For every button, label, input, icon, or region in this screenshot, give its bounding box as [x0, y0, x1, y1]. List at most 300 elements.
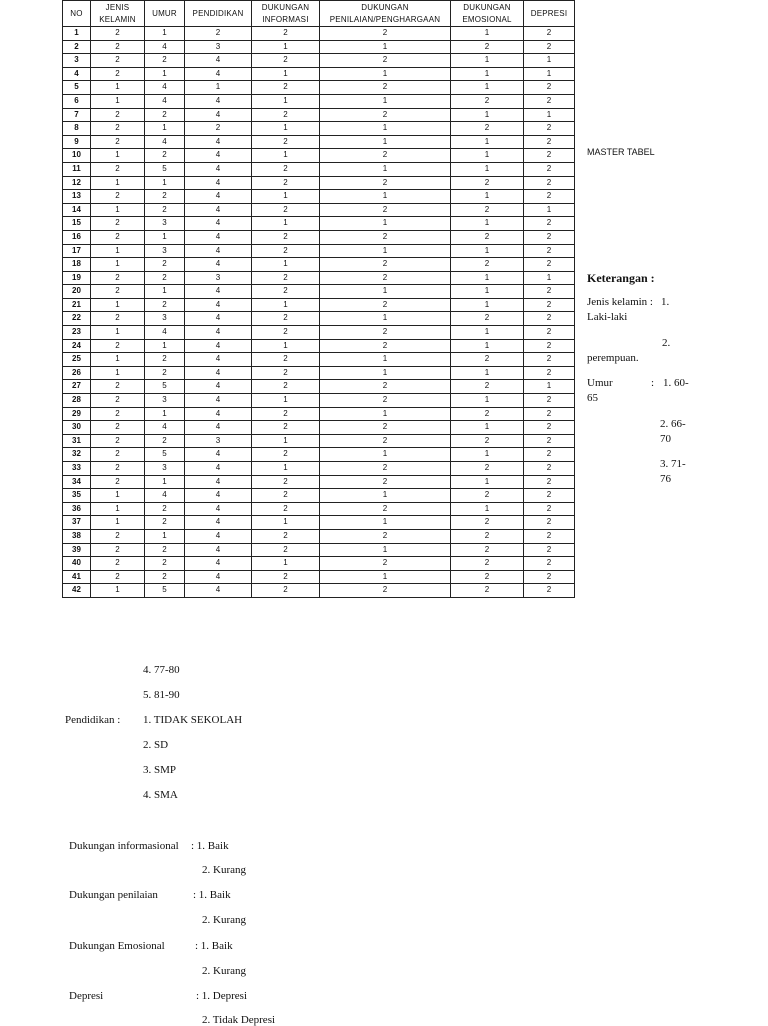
table-cell: 2: [91, 434, 145, 448]
table-cell: 36: [63, 502, 91, 516]
table-cell: 2: [320, 149, 451, 163]
table-cell: 2: [252, 489, 320, 503]
table-cell: 4: [185, 326, 252, 340]
table-cell: 1: [320, 448, 451, 462]
table-cell: 2: [320, 394, 451, 408]
table-cell: 4: [185, 54, 252, 68]
dukungan-informasional-option-2: 2. Kurang: [202, 864, 246, 876]
table-row: [63, 122, 575, 136]
table-cell: 2: [252, 380, 320, 394]
header-pendidikan: PENDIDIKAN: [185, 1, 252, 27]
table-cell: 1: [524, 380, 575, 394]
table-cell: 27: [63, 380, 91, 394]
table-cell: 2: [91, 40, 145, 54]
umur-option-3-end: 76: [660, 473, 671, 485]
table-row: [63, 326, 575, 340]
header-dukungan-penilaian: DUKUNGAN PENILAIAN/PENGHARGAAN: [320, 1, 451, 27]
table-row: [63, 366, 575, 380]
table-cell: 4: [185, 190, 252, 204]
table-cell: 2: [91, 27, 145, 41]
table-cell: 2: [524, 353, 575, 367]
table-cell: 2: [252, 244, 320, 258]
table-cell: 1: [451, 67, 524, 81]
table-row: [63, 190, 575, 204]
table-cell: 2: [451, 570, 524, 584]
table-cell: 1: [91, 489, 145, 503]
table-cell: 17: [63, 244, 91, 258]
table-cell: 2: [91, 475, 145, 489]
table-cell: 2: [91, 448, 145, 462]
table-cell: 2: [252, 407, 320, 421]
table-cell: 5: [145, 584, 185, 598]
table-row: [63, 516, 575, 530]
table-row: [63, 135, 575, 149]
table-cell: 4: [185, 584, 252, 598]
table-cell: 1: [145, 475, 185, 489]
table-body: [63, 27, 575, 598]
table-cell: 2: [524, 543, 575, 557]
table-cell: 1: [524, 54, 575, 68]
table-cell: 2: [91, 339, 145, 353]
table-cell: 18: [63, 258, 91, 272]
jenis-kelamin-label: Jenis kelamin :: [587, 296, 653, 308]
pendidikan-label: Pendidikan :: [65, 714, 121, 726]
table-cell: 2: [145, 203, 185, 217]
table-cell: 1: [91, 326, 145, 340]
table-cell: 4: [185, 448, 252, 462]
table-row: [63, 67, 575, 81]
table-cell: 3: [145, 217, 185, 231]
table-cell: 4: [185, 502, 252, 516]
table-cell: 4: [185, 94, 252, 108]
table-cell: 1: [185, 81, 252, 95]
table-row: [63, 584, 575, 598]
table-cell: 1: [252, 462, 320, 476]
table-cell: 1: [451, 54, 524, 68]
table-cell: 2: [320, 203, 451, 217]
table-cell: 1: [252, 94, 320, 108]
table-cell: 2: [524, 122, 575, 136]
table-cell: 2: [91, 54, 145, 68]
table-cell: 1: [320, 543, 451, 557]
table-cell: 1: [451, 448, 524, 462]
table-cell: 3: [185, 434, 252, 448]
table-cell: 42: [63, 584, 91, 598]
table-cell: 2: [91, 529, 145, 543]
depresi-option-2: 2. Tidak Depresi: [202, 1014, 276, 1026]
table-row: [63, 244, 575, 258]
table-cell: 2: [451, 176, 524, 190]
table-cell: 39: [63, 543, 91, 557]
dukungan-penilaian-option-2: 2. Kurang: [202, 914, 246, 926]
table-cell: 4: [185, 298, 252, 312]
table-cell: 4: [185, 217, 252, 231]
pendidikan-option-4: 4. SMA: [143, 789, 178, 801]
table-cell: 1: [252, 67, 320, 81]
table-cell: 14: [63, 203, 91, 217]
table-cell: 2: [524, 190, 575, 204]
table-cell: 1: [524, 271, 575, 285]
table-cell: 1: [145, 285, 185, 299]
table-cell: 1: [91, 94, 145, 108]
table-cell: 2: [145, 366, 185, 380]
table-cell: 2: [91, 285, 145, 299]
table-cell: 33: [63, 462, 91, 476]
table-cell: 3: [145, 244, 185, 258]
table-cell: 4: [185, 366, 252, 380]
table-cell: 2: [451, 407, 524, 421]
table-cell: 1: [252, 557, 320, 571]
table-row: [63, 421, 575, 435]
table-row: [63, 380, 575, 394]
table-cell: 2: [145, 557, 185, 571]
table-cell: 2: [252, 162, 320, 176]
table-cell: 2: [524, 557, 575, 571]
table-cell: 2: [252, 135, 320, 149]
table-cell: 4: [185, 380, 252, 394]
table-cell: 1: [252, 122, 320, 136]
dukungan-informasional-option-1: : 1. Baik: [191, 840, 229, 852]
table-row: [63, 462, 575, 476]
dukungan-emosional-option-2: 2. Kurang: [202, 965, 246, 977]
table-cell: 1: [252, 40, 320, 54]
table-row: [63, 27, 575, 41]
table-cell: 2: [451, 489, 524, 503]
dukungan-emosional-option-1: : 1. Baik: [195, 940, 233, 952]
table-cell: 4: [145, 81, 185, 95]
table-cell: 2: [320, 271, 451, 285]
table-cell: 3: [145, 312, 185, 326]
table-cell: 2: [524, 475, 575, 489]
table-cell: 1: [320, 135, 451, 149]
table-cell: 1: [145, 529, 185, 543]
table-cell: 23: [63, 326, 91, 340]
jenis-kelamin-option-2-number: 2.: [662, 337, 671, 349]
table-cell: 2: [524, 570, 575, 584]
table-cell: 4: [185, 516, 252, 530]
table-cell: 2: [145, 543, 185, 557]
table-cell: 1: [91, 298, 145, 312]
table-cell: 2: [320, 326, 451, 340]
table-cell: 2: [524, 326, 575, 340]
table-cell: 4: [185, 285, 252, 299]
table-cell: 2: [252, 176, 320, 190]
table-cell: 2: [524, 339, 575, 353]
table-cell: 2: [252, 54, 320, 68]
table-cell: 3: [185, 40, 252, 54]
table-cell: 2: [91, 557, 145, 571]
header-jenis-kelamin: JENIS KELAMIN: [91, 1, 145, 27]
table-row: [63, 94, 575, 108]
table-row: [63, 312, 575, 326]
table-cell: 5: [145, 380, 185, 394]
umur-option-4: 4. 77-80: [143, 664, 180, 676]
umur-option-2-end: 70: [660, 433, 671, 445]
table-cell: 40: [63, 557, 91, 571]
table-cell: 2: [451, 40, 524, 54]
jenis-kelamin-option-1-number: 1.: [661, 296, 670, 308]
table-cell: 1: [91, 584, 145, 598]
table-cell: 2: [320, 54, 451, 68]
pendidikan-option-3: 3. SMP: [143, 764, 177, 776]
master-table-label: MASTER TABEL: [587, 147, 655, 157]
table-cell: 2: [320, 421, 451, 435]
table-cell: 2: [252, 81, 320, 95]
table-cell: 2: [524, 94, 575, 108]
table-cell: 2: [252, 326, 320, 340]
table-cell: 2: [252, 366, 320, 380]
table-cell: 2: [451, 122, 524, 136]
table-cell: 1: [91, 203, 145, 217]
table-cell: 5: [145, 448, 185, 462]
table-cell: 2: [252, 421, 320, 435]
table-cell: 1: [145, 27, 185, 41]
dukungan-informasional-label: Dukungan informasional: [69, 840, 179, 852]
table-row: [63, 176, 575, 190]
table-cell: 4: [145, 421, 185, 435]
table-cell: 1: [252, 516, 320, 530]
table-cell: 1: [252, 298, 320, 312]
table-row: [63, 475, 575, 489]
table-cell: 2: [185, 27, 252, 41]
table-cell: 2: [252, 584, 320, 598]
table-cell: 2: [91, 135, 145, 149]
table-cell: 20: [63, 285, 91, 299]
table-cell: 4: [185, 258, 252, 272]
table-cell: 24: [63, 339, 91, 353]
table-cell: 2: [451, 94, 524, 108]
table-cell: 2: [145, 54, 185, 68]
table-cell: 1: [145, 122, 185, 136]
table-cell: 2: [252, 285, 320, 299]
table-row: [63, 407, 575, 421]
table-cell: 1: [320, 94, 451, 108]
table-cell: 1: [451, 421, 524, 435]
table-cell: 1: [91, 366, 145, 380]
table-cell: 2: [524, 529, 575, 543]
table-cell: 2: [524, 81, 575, 95]
jenis-kelamin-option-1-text: Laki-laki: [587, 311, 628, 323]
table-cell: 2: [252, 353, 320, 367]
table-cell: 28: [63, 394, 91, 408]
table-cell: 4: [185, 475, 252, 489]
table-cell: 2: [252, 543, 320, 557]
table-cell: 2: [91, 271, 145, 285]
table-row: [63, 570, 575, 584]
table-cell: 2: [145, 502, 185, 516]
table-cell: 2: [524, 135, 575, 149]
table-cell: 2: [451, 230, 524, 244]
table-cell: 1: [320, 407, 451, 421]
table-cell: 2: [320, 380, 451, 394]
table-cell: 1: [451, 298, 524, 312]
table-cell: 1: [451, 271, 524, 285]
table-cell: 4: [185, 353, 252, 367]
pendidikan-option-2: 2. SD: [143, 739, 169, 751]
table-cell: 1: [451, 339, 524, 353]
table-cell: 4: [185, 557, 252, 571]
table-row: [63, 394, 575, 408]
dukungan-penilaian-label: Dukungan penilaian: [69, 889, 158, 901]
table-cell: 1: [320, 217, 451, 231]
table-cell: 2: [524, 434, 575, 448]
table-cell: 2: [524, 462, 575, 476]
table-cell: 1: [320, 162, 451, 176]
table-cell: 2: [451, 516, 524, 530]
table-cell: 1: [320, 353, 451, 367]
pendidikan-option-1: 1. TIDAK SEKOLAH: [143, 714, 243, 726]
table-row: [63, 557, 575, 571]
table-row: [63, 543, 575, 557]
table-cell: 1: [63, 27, 91, 41]
table-cell: 2: [145, 258, 185, 272]
table-row: [63, 108, 575, 122]
dukungan-emosional-label: Dukungan Emosional: [69, 940, 165, 952]
table-cell: 1: [451, 162, 524, 176]
table-cell: 2: [145, 516, 185, 530]
table-cell: 2: [451, 543, 524, 557]
table-cell: 21: [63, 298, 91, 312]
table-cell: 35: [63, 489, 91, 503]
table-cell: 4: [185, 149, 252, 163]
table-cell: 7: [63, 108, 91, 122]
table-cell: 1: [145, 339, 185, 353]
table-cell: 2: [524, 40, 575, 54]
table-cell: 38: [63, 529, 91, 543]
table-cell: 2: [320, 258, 451, 272]
table-cell: 2: [320, 557, 451, 571]
table-cell: 1: [451, 394, 524, 408]
table-cell: 2: [451, 584, 524, 598]
table-cell: 1: [451, 81, 524, 95]
table-cell: 2: [320, 462, 451, 476]
table-cell: 1: [451, 285, 524, 299]
table-cell: 2: [451, 557, 524, 571]
table-cell: 2: [524, 516, 575, 530]
table-cell: 19: [63, 271, 91, 285]
table-cell: 1: [320, 516, 451, 530]
table-cell: 1: [252, 217, 320, 231]
table-cell: 4: [185, 135, 252, 149]
table-cell: 2: [320, 502, 451, 516]
table-cell: 1: [320, 190, 451, 204]
table-cell: 1: [320, 366, 451, 380]
table-cell: 2: [320, 27, 451, 41]
table-row: [63, 434, 575, 448]
table-cell: 2: [91, 543, 145, 557]
table-cell: 12: [63, 176, 91, 190]
table-cell: 2: [451, 312, 524, 326]
table-cell: 1: [320, 570, 451, 584]
umur-option-5: 5. 81-90: [143, 689, 180, 701]
table-cell: 2: [451, 380, 524, 394]
table-cell: 1: [451, 217, 524, 231]
table-cell: 1: [252, 434, 320, 448]
table-row: [63, 217, 575, 231]
table-row: [63, 40, 575, 54]
table-cell: 1: [451, 502, 524, 516]
table-cell: 1: [524, 108, 575, 122]
table-cell: 2: [91, 462, 145, 476]
table-row: [63, 529, 575, 543]
table-cell: 1: [320, 285, 451, 299]
table-cell: 4: [185, 176, 252, 190]
table-cell: 13: [63, 190, 91, 204]
table-cell: 2: [252, 529, 320, 543]
table-cell: 2: [252, 203, 320, 217]
depresi-option-1: : 1. Depresi: [196, 990, 248, 1002]
table-cell: 2: [91, 380, 145, 394]
table-header-row: [63, 1, 575, 27]
table-row: [63, 271, 575, 285]
table-cell: 2: [145, 434, 185, 448]
table-cell: 15: [63, 217, 91, 231]
table-cell: 2: [451, 529, 524, 543]
table-cell: 2: [320, 108, 451, 122]
header-dukungan-informasi: DUKUNGAN INFORMASI: [252, 1, 320, 27]
table-cell: 1: [320, 40, 451, 54]
table-cell: 8: [63, 122, 91, 136]
table-cell: 2: [451, 434, 524, 448]
table-row: [63, 285, 575, 299]
table-cell: 2: [524, 285, 575, 299]
table-cell: 1: [451, 366, 524, 380]
table-cell: 4: [185, 543, 252, 557]
table-cell: 4: [145, 489, 185, 503]
umur-option-1-start: 1. 60-: [663, 377, 689, 389]
table-cell: 2: [320, 434, 451, 448]
table-cell: 30: [63, 421, 91, 435]
table-row: [63, 448, 575, 462]
table-cell: 2: [524, 584, 575, 598]
table-cell: 2: [145, 353, 185, 367]
table-cell: 2: [91, 394, 145, 408]
dukungan-penilaian-option-1: : 1. Baik: [193, 889, 231, 901]
header-depresi: DEPRESI: [524, 1, 575, 27]
table-cell: 2: [320, 584, 451, 598]
table-cell: 2: [524, 312, 575, 326]
table-cell: 9: [63, 135, 91, 149]
table-cell: 2: [145, 570, 185, 584]
table-cell: 4: [185, 244, 252, 258]
table-cell: 2: [91, 108, 145, 122]
table-cell: 2: [451, 203, 524, 217]
table-cell: 1: [451, 135, 524, 149]
table-cell: 1: [252, 339, 320, 353]
table-cell: 4: [185, 489, 252, 503]
table-cell: 2: [63, 40, 91, 54]
table-cell: 2: [320, 339, 451, 353]
table-row: [63, 230, 575, 244]
table-row: [63, 203, 575, 217]
table-cell: 2: [524, 366, 575, 380]
table-cell: 2: [524, 448, 575, 462]
table-cell: 29: [63, 407, 91, 421]
table-cell: 1: [91, 502, 145, 516]
table-cell: 4: [185, 570, 252, 584]
table-cell: 4: [185, 108, 252, 122]
table-cell: 2: [252, 230, 320, 244]
table-cell: 2: [91, 570, 145, 584]
table-cell: 2: [252, 570, 320, 584]
header-dukungan-emosional: DUKUNGAN EMOSIONAL: [451, 1, 524, 27]
table-cell: 4: [145, 94, 185, 108]
table-cell: 1: [145, 176, 185, 190]
table-cell: 2: [524, 176, 575, 190]
table-cell: 2: [320, 475, 451, 489]
table-cell: 25: [63, 353, 91, 367]
table-row: [63, 162, 575, 176]
